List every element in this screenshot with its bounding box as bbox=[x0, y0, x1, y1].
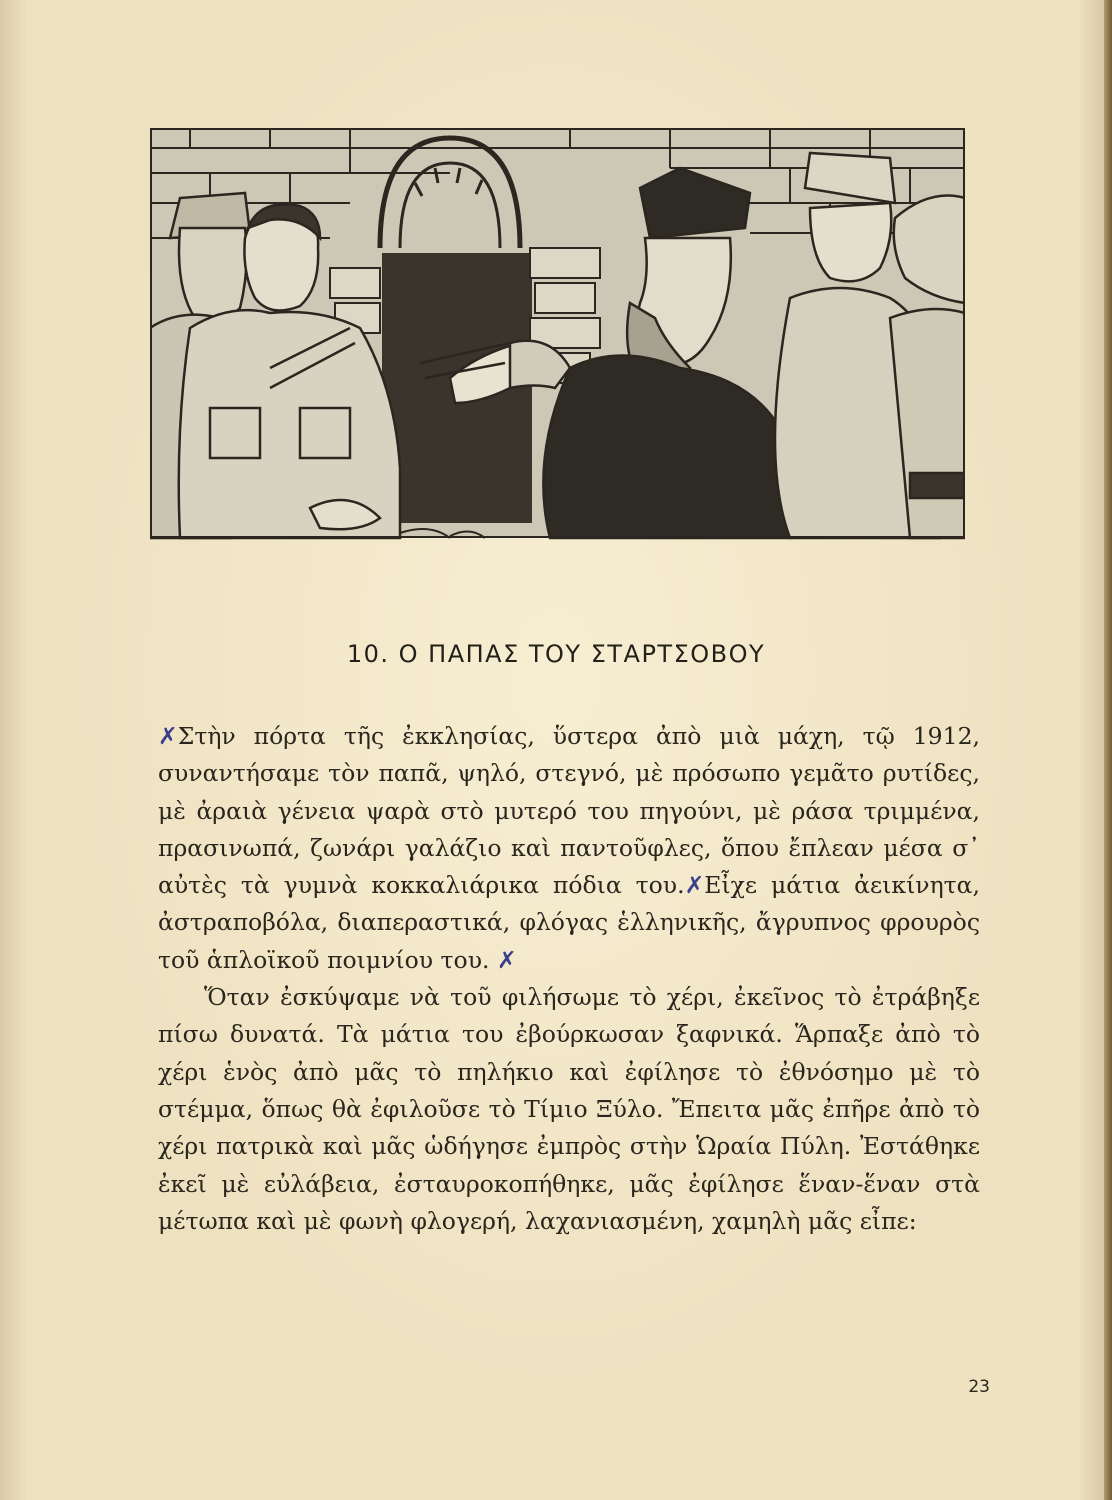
paragraph-2: Ὅταν ἐσκύψαμε νὰ τοῦ φιλήσωμε τὸ χέρι, ἐκεῖνος τὸ ἐτράβηξε πίσω δυνατά. Τὰ μάτια του ἐβούρκωσαν ξαφνικά. Ἅρπαξε ἀπὸ τὸ χέρι ἑνὸς ἀπὸ μᾶς τὸ πηλήκιο καὶ ἐφίλησε τὸ ἐθνόσημο μὲ τὸ στέμμα, ὅπως θὰ ἐφιλοῦσε τὸ Τίμιο Ξύλο. Ἔπειτα μᾶς ἐπῆρε ἀπὸ τὸ χέρι πατρικὰ καὶ μᾶς ὡδήγησε ἐμπρὸς στὴν Ὡραία Πύλη. Ἐστάθηκε ἐκεῖ μὲ εὐλάβεια, ἐσταυροκοπήθηκε, μᾶς ἐφίλησε ἕναν-ἕναν στὰ μέτωπα καὶ μὲ φωνὴ φλογερή, λαχανιασμένη, χαμηλὴ μᾶς εἶπε: bbox=[158, 983, 980, 1235]
paragraph-1-text-a: Στὴν πόρτα τῆς ἐκκλησίας, ὕστερα ἀπὸ μιὰ μάχη, τῷ 1912, συναντήσαμε τὸν παπᾶ, ψηλό, στεγνό, μὲ πρόσωπο γεμᾶτο ρυτίδες, μὲ ἀραιὰ γένεια ψαρὰ στὸ μυτερό του πηγούνι, μὲ ράσα τριμμένα, πρασινωπά, ζωνάρι γαλάζιο καὶ παντοῦφλες, ὅπου ἔπλεαν μέσα σ᾽ αὐτὲς τὰ γυμνὰ κοκκαλιάρικα πόδια του. bbox=[158, 722, 980, 900]
pencil-mark-icon: ✗ bbox=[158, 722, 178, 750]
woodcut-illustration-icon bbox=[150, 128, 965, 553]
paragraph-1-text-b: Εἶχε μάτια ἀεικίνητα, ἀστραποβόλα, διαπεραστικά, φλόγας ἑλληνικῆς, ἄγρυπνος φρουρὸς τοῦ ἁπλοϊκοῦ ποιμνίου του. bbox=[158, 871, 980, 974]
chapter-body bbox=[158, 718, 980, 1240]
page-number: 23 bbox=[968, 1377, 990, 1397]
chapter-illustration bbox=[150, 128, 965, 553]
pencil-mark-icon: ✗ bbox=[684, 871, 705, 900]
chapter-title: 10. Ο ΠΑΠΑΣ ΤΟΥ ΣΤΑΡΤΣΟΒΟΥ bbox=[346, 640, 766, 668]
pencil-mark-icon: ✗ bbox=[496, 945, 517, 974]
page-edge bbox=[1104, 0, 1112, 1500]
paragraph-1 bbox=[158, 718, 980, 979]
